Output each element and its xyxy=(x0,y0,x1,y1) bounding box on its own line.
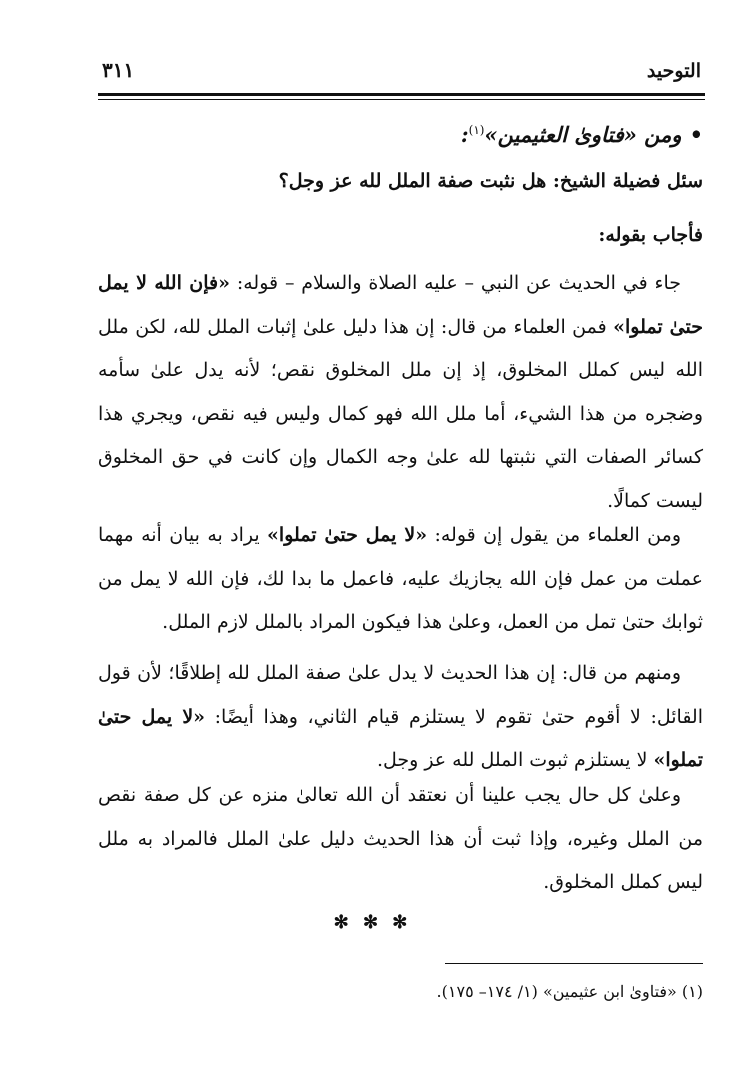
source-title: ومن «فتاوىٰ العثيمين» xyxy=(484,122,682,147)
hadith-quote: «لا يمل حتىٰ تملوا» xyxy=(98,705,703,771)
header-rule-thin xyxy=(98,99,705,100)
paragraph-text: جاء في الحديث عن النبي – عليه الصلاة والسلام – قوله: xyxy=(230,272,681,294)
bullet-icon: • xyxy=(689,122,703,147)
paragraph-text: لا يستلزم ثبوت الملل لله عز وجل. xyxy=(376,749,654,771)
footnote-rule xyxy=(445,963,703,964)
source-heading xyxy=(98,122,703,162)
paragraph-text: ومنهم من قال: إن هذا الحديث لا يدل علىٰ صفة الملل لله إطلاقًا؛ لأن قول القائل: لا أقوم حتىٰ تقوم لا يستلزم قيام الثاني، وهذا أيضًا: xyxy=(98,662,704,728)
question-text: سئل فضيلة الشيخ: هل نثبت صفة الملل لله عز وجل؟ xyxy=(278,170,703,192)
running-header xyxy=(98,56,705,86)
header-rule xyxy=(98,93,705,96)
source-colon: : xyxy=(460,122,469,147)
paragraph-2 xyxy=(98,514,703,645)
page-number: ٣١١ xyxy=(102,58,135,82)
footnote: (١) «فتاوىٰ ابن عثيمين» (١/ ١٧٤– ١٧٥). xyxy=(436,982,703,1001)
hadith-quote: «فإن الله لا يمل حتىٰ تملوا» xyxy=(98,272,703,338)
header-title: التوحيد xyxy=(646,60,701,82)
paragraph-text: وعلىٰ كل حال يجب علينا أن نعتقد أن الله تعالىٰ منزه عن كل صفة نقص من الملل وغيره، وإذا ثبت أن هذا الحديث دليل علىٰ الملل فالمراد به ملل ليس كملل المخلوق. xyxy=(98,784,703,893)
section-separator: ✻ ✻ ✻ xyxy=(333,912,412,933)
answer-intro: فأجاب بقوله: xyxy=(598,224,703,246)
paragraph-text: فمن العلماء من قال: إن هذا دليل علىٰ إثبات الملل لله، لكن ملل الله ليس كملل المخلوق، إذ إن ملل المخلوق نقص؛ لأنه يدل علىٰ سأمه وضجره من هذا الشيء، أما ملل الله فهو كمال وليس فيه نقص، ويجري هذا كسائر الصفات التي نثبتها لله علىٰ وجه الكمال وإن كانت في حق المخلوق ليست كمالًا. xyxy=(98,315,703,512)
paragraph-1 xyxy=(98,262,703,523)
paragraph-4 xyxy=(98,774,703,905)
paragraph-text: يراد به بيان أنه مهما عملت من عمل فإن الله يجازيك عليه، فاعمل ما بدا لك، فإن الله لا يمل من ثوابك حتىٰ تمل من العمل، وعلىٰ هذا فيكون المراد بالملل لازم الملل. xyxy=(98,524,703,633)
paragraph-3 xyxy=(98,652,703,783)
hadith-quote: «لا يمل حتىٰ تملوا» xyxy=(267,524,428,546)
paragraph-text: ومن العلماء من يقول إن قوله: xyxy=(427,524,681,546)
footnote-marker: (١) xyxy=(468,123,485,137)
